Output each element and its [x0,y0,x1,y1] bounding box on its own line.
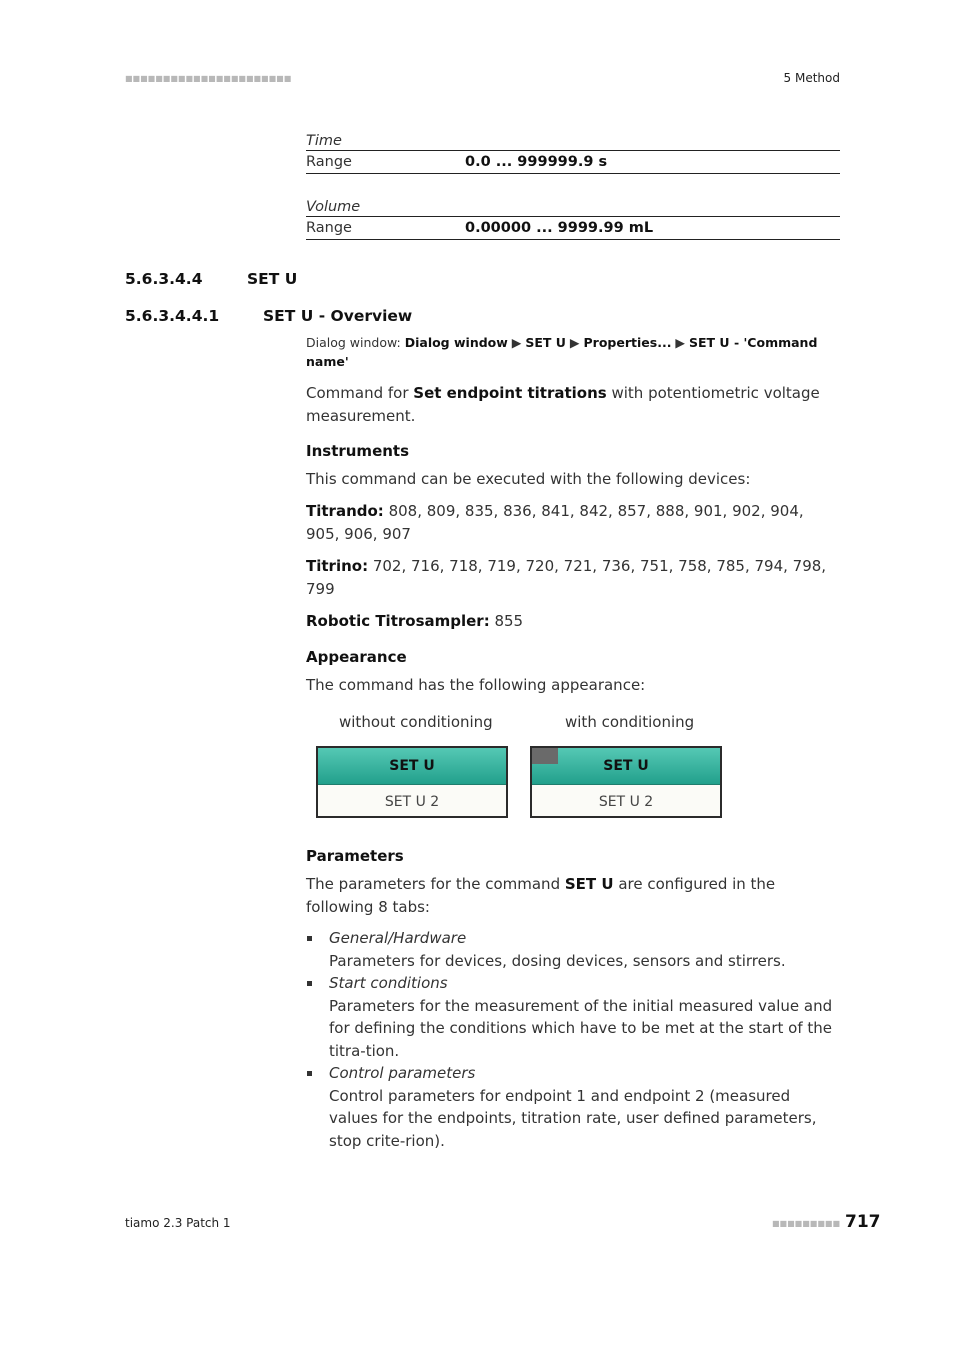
command-box-without-conditioning [316,746,508,818]
parameters-heading: Parameters [306,847,404,865]
command-box-name: SET U 2 [318,785,506,818]
conditioning-indicator-icon [532,748,558,764]
header-decoration: ■■■■■■■■■■■■■■■■■■■■■■ [125,74,292,83]
chapter-title: 5 Method [783,71,840,85]
command-box-name: SET U 2 [532,785,720,818]
spec-key: Range [306,220,352,236]
robotic-list: Robotic Titrosampler: 855 [306,612,524,630]
intro-paragraph: Command for Set endpoint titrations with potentiometric voltage measurement. [306,384,820,425]
bullet-square-icon [307,1071,312,1076]
parameters-tab-list [306,927,840,1152]
command-box-with-conditioning [530,746,722,818]
tab-description: Parameters for the measurement of the initial measured value and for defining the conditions which have to be met at the start of the titra-tion. [329,996,833,1060]
dialog-path: Dialog window: Dialog window ▶ SET U ▶ Properties... ▶ SET U - 'Command name' [306,335,818,369]
command-box-title: SET U [532,748,720,785]
spec-value: 0.00000 ... 9999.99 mL [465,220,654,236]
spec-key: Range [306,154,352,170]
section-number: 5.6.3.4.4 [125,270,203,288]
tab-description: Parameters for devices, dosing devices, sensors and stirrers. [329,951,786,970]
tab-description: Control parameters for endpoint 1 and endpoint 2 (measured values for the endpoints, titration rate, user defined parameters, stop crite-rion). [329,1086,817,1150]
section-title: SET U [247,270,298,288]
instruments-text: This command can be executed with the following devices: [306,470,751,488]
subsection-title: SET U - Overview [263,307,413,325]
list-item [306,927,840,972]
list-item [306,972,840,1062]
tab-name: Start conditions [329,974,448,992]
bullet-square-icon [307,981,312,986]
label-without-conditioning: without conditioning [339,713,493,731]
subsection-number: 5.6.3.4.4.1 [125,307,220,325]
footer-product: tiamo 2.3 Patch 1 [125,1216,231,1230]
titrando-list: Titrando: 808, 809, 835, 836, 841, 842, 857, 888, 901, 902, 904, 905, 906, 907 [306,502,804,543]
appearance-text: The command has the following appearance: [306,676,646,694]
footer-decoration: ■■■■■■■■■ [772,1219,841,1228]
tab-name: Control parameters [329,1064,476,1082]
spec-title: Volume [306,199,361,215]
spec-time [306,133,840,174]
spec-row [306,150,840,174]
appearance-heading: Appearance [306,648,407,666]
instruments-heading: Instruments [306,442,410,460]
titrino-list: Titrino: 702, 716, 718, 719, 720, 721, 736, 751, 758, 785, 794, 798, 799 [306,557,827,598]
spec-value: 0.0 ... 999999.9 s [465,154,608,170]
label-with-conditioning: with conditioning [565,713,695,731]
parameters-text: The parameters for the command SET U are configured in the following 8 tabs: [306,875,776,916]
spec-volume [306,199,840,240]
page-number: 717 [845,1212,881,1232]
bullet-square-icon [307,936,312,941]
command-box-title: SET U [318,748,506,785]
spec-row [306,216,840,240]
tab-name: General/Hardware [329,929,467,947]
spec-title: Time [306,133,342,149]
list-item [306,1062,840,1152]
